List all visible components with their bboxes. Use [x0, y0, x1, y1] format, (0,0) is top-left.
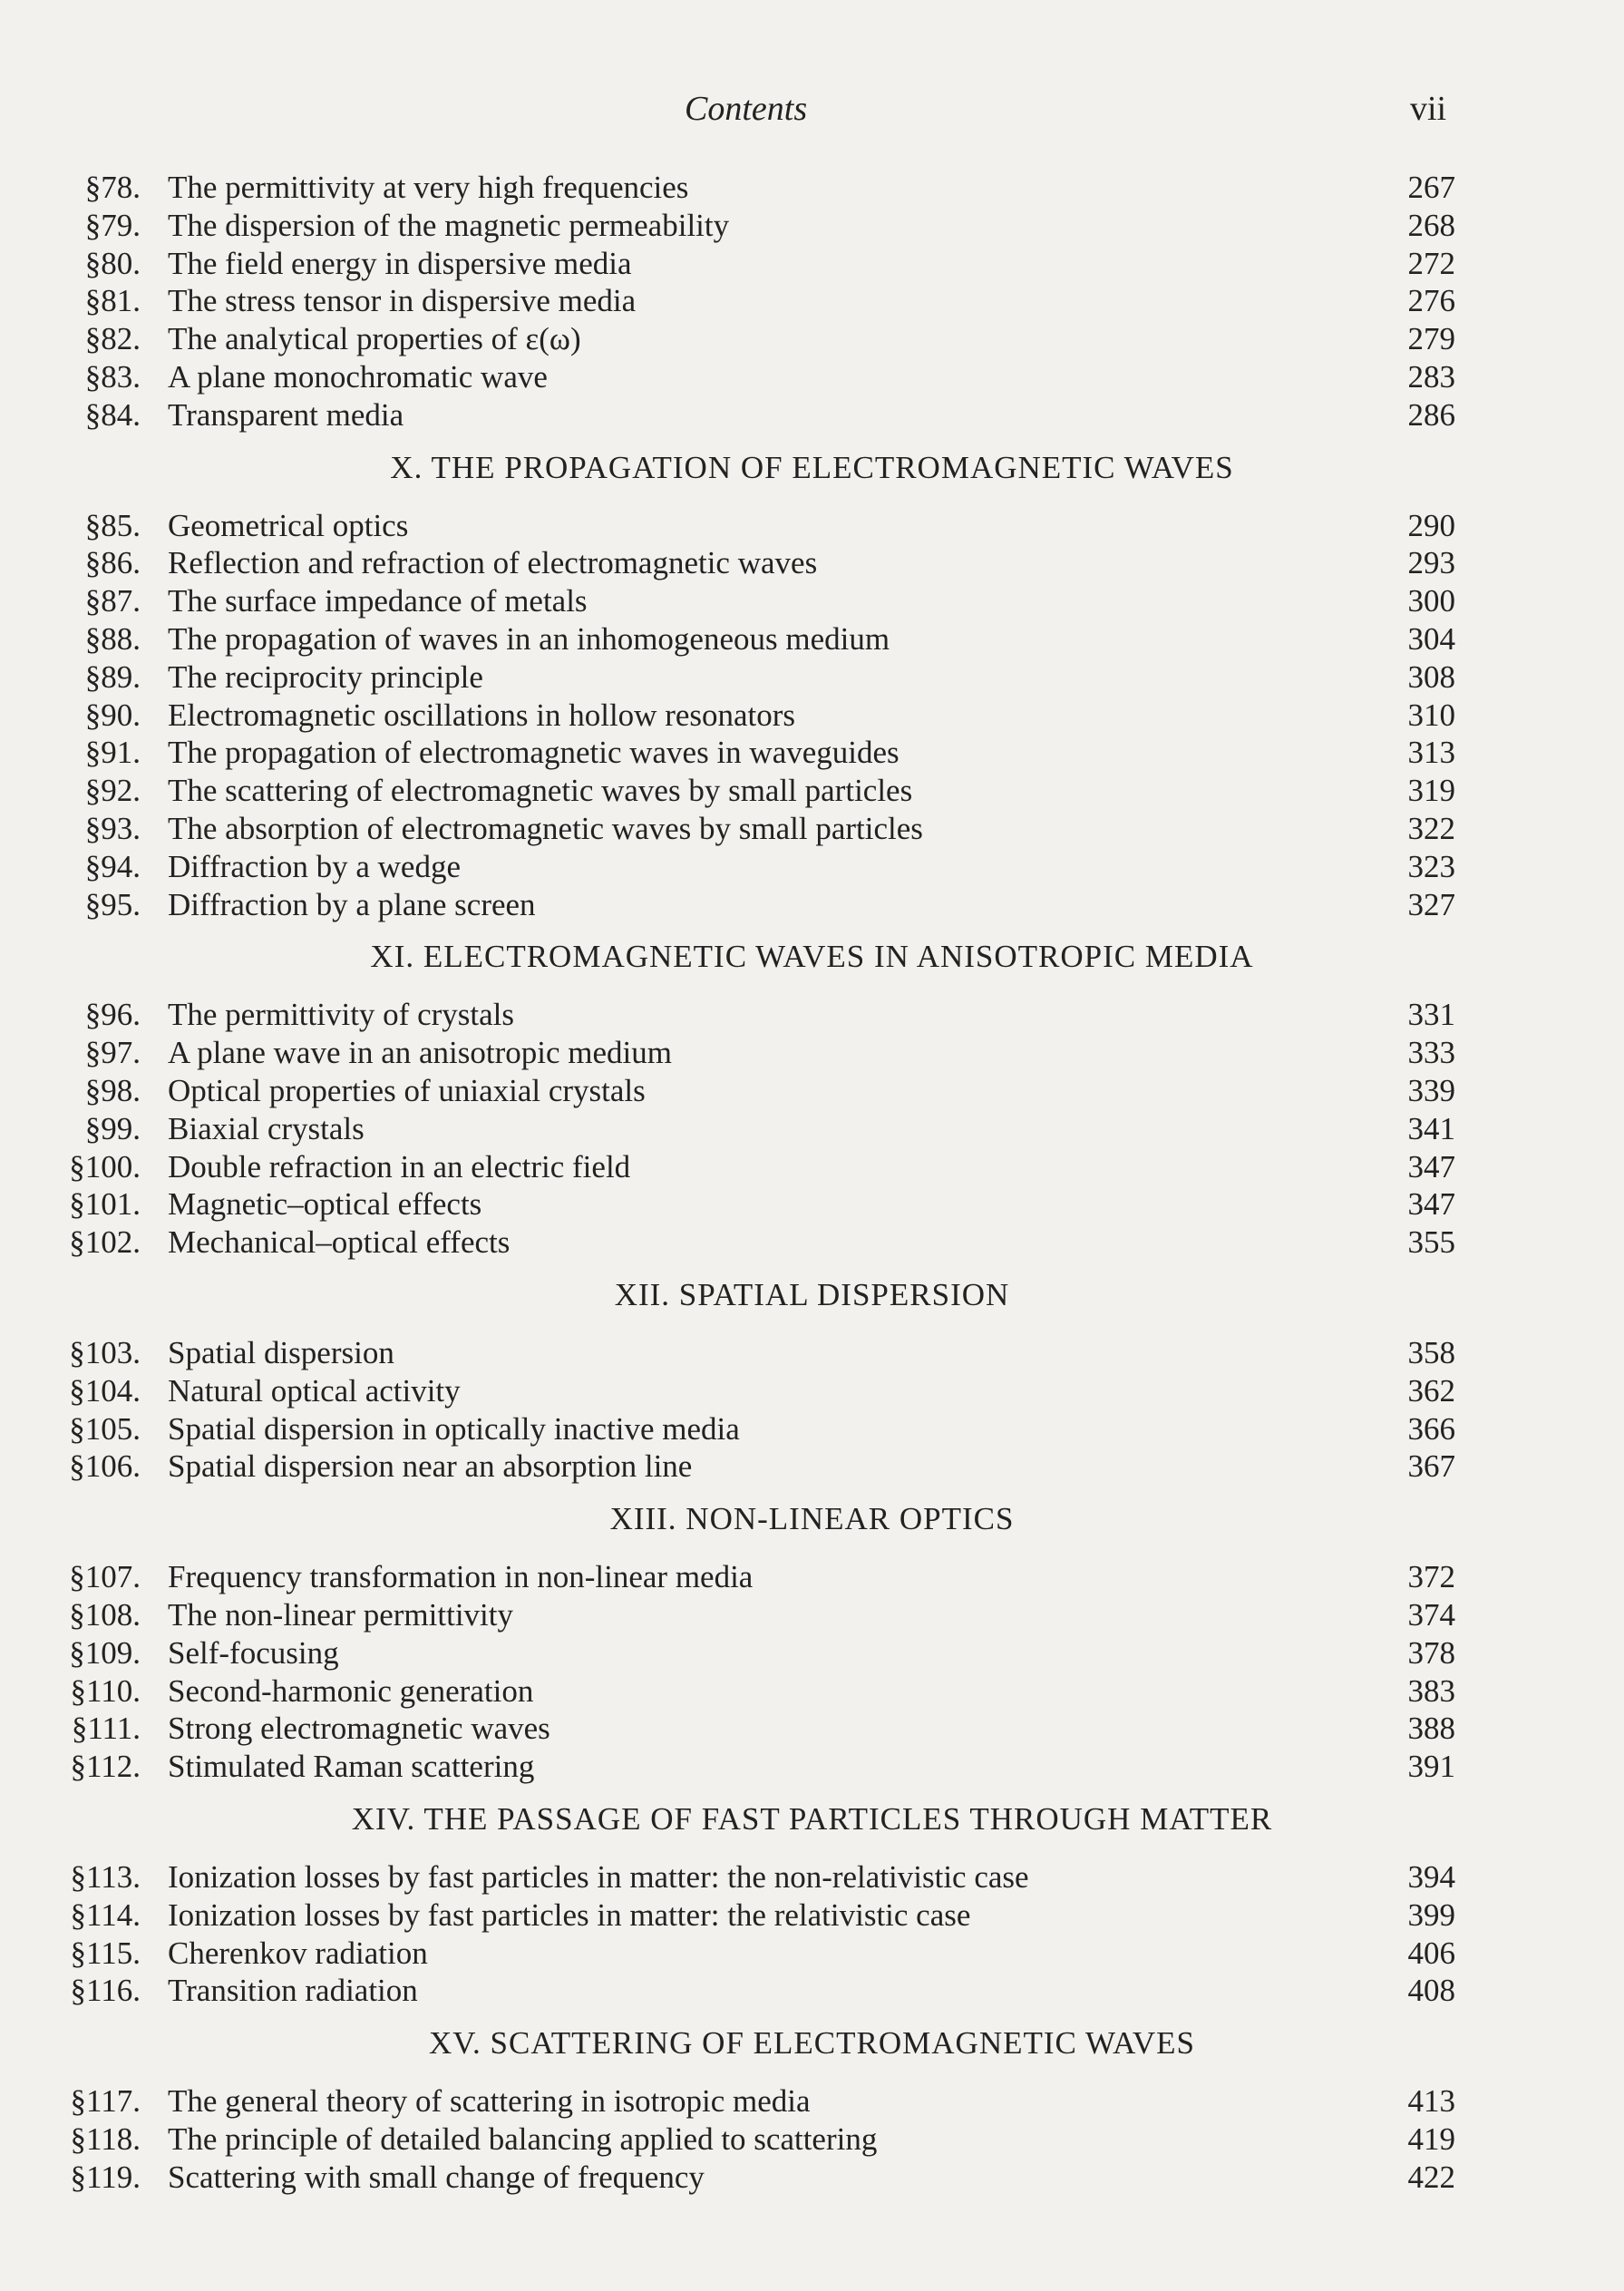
section-number: §116. — [70, 1973, 141, 2009]
toc-entry[interactable] — [0, 1148, 1624, 1186]
section-number: §85. — [84, 507, 141, 543]
toc-entry[interactable] — [0, 734, 1624, 772]
section-number: §115. — [70, 1935, 141, 1971]
toc-entry[interactable] — [0, 582, 1624, 620]
section-page: 367 — [1407, 1448, 1455, 1485]
toc-entry[interactable] — [0, 1672, 1624, 1711]
section-title: Mechanical–optical effects — [168, 1224, 511, 1261]
section-number: §96. — [84, 997, 141, 1033]
section-page: 276 — [1407, 283, 1455, 319]
section-number: §117. — [70, 2083, 141, 2120]
toc-entry[interactable] — [0, 1596, 1624, 1634]
section-number: §89. — [84, 658, 141, 695]
section-number: §84. — [84, 396, 141, 433]
section-title: The field energy in dispersive media — [168, 245, 632, 281]
section-page: 308 — [1407, 658, 1455, 695]
section-page: 347 — [1407, 1186, 1455, 1223]
section-page: 331 — [1407, 997, 1455, 1033]
section-number: §105. — [69, 1410, 141, 1447]
toc-entry[interactable] — [0, 1558, 1624, 1596]
section-page: 293 — [1407, 545, 1455, 581]
section-title: Self-focusing — [168, 1634, 339, 1671]
section-page: 272 — [1407, 245, 1455, 281]
toc-entry[interactable] — [0, 1372, 1624, 1410]
section-title: A plane monochromatic wave — [168, 359, 548, 395]
toc-entry[interactable] — [0, 282, 1624, 320]
toc-entry[interactable] — [0, 658, 1624, 697]
section-page: 327 — [1407, 886, 1455, 922]
chapter-heading: XI. ELECTROMAGNETIC WAVES IN ANISOTROPIC MEDIA — [370, 939, 1254, 975]
section-page: 422 — [1407, 2159, 1455, 2195]
section-page: 413 — [1407, 2083, 1455, 2120]
section-number: §107. — [69, 1559, 141, 1595]
section-number: §95. — [84, 886, 141, 922]
section-title: The propagation of waves in an inhomogeneous medium — [168, 621, 890, 657]
section-page: 362 — [1407, 1372, 1455, 1409]
section-page: 279 — [1407, 321, 1455, 357]
section-number: §79. — [84, 207, 141, 243]
section-number: §113. — [70, 1859, 141, 1895]
section-title: Transparent media — [168, 396, 404, 433]
section-number: §110. — [70, 1672, 141, 1709]
section-title: Ionization losses by fast particles in matter: the non-relativistic case — [168, 1859, 1029, 1895]
toc-entry[interactable] — [0, 1896, 1624, 1935]
section-number: §109. — [69, 1634, 141, 1671]
toc-entry[interactable] — [0, 1034, 1624, 1072]
section-title: The absorption of electromagnetic waves by small particles — [168, 811, 923, 846]
section-page: 310 — [1407, 697, 1455, 733]
section-number: §92. — [84, 773, 141, 809]
section-page: 268 — [1407, 207, 1455, 243]
section-page: 378 — [1407, 1634, 1455, 1671]
section-number: §102. — [69, 1224, 141, 1261]
toc-entry[interactable] — [0, 1410, 1624, 1448]
chapter-heading: XIV. THE PASSAGE OF FAST PARTICLES THROUGH MATTER — [351, 1801, 1273, 1837]
toc-entry[interactable] — [0, 1185, 1624, 1223]
section-number: §108. — [69, 1597, 141, 1633]
toc-entry[interactable] — [0, 2082, 1624, 2120]
toc-entry[interactable] — [0, 358, 1624, 396]
section-title: Magnetic–optical effects — [168, 1186, 482, 1223]
section-title: A plane wave in an anisotropic medium — [168, 1035, 672, 1071]
section-title: The surface impedance of metals — [168, 583, 588, 619]
section-title: Diffraction by a plane screen — [168, 886, 536, 922]
section-page: 419 — [1407, 2121, 1455, 2157]
chapter-heading: X. THE PROPAGATION OF ELECTROMAGNETIC WAVES — [390, 449, 1234, 485]
toc-entry[interactable] — [0, 1634, 1624, 1672]
section-number: §86. — [84, 545, 141, 581]
section-title: The permittivity of crystals — [168, 997, 514, 1033]
toc-entry[interactable] — [0, 810, 1624, 848]
section-title: Strong electromagnetic waves — [168, 1711, 550, 1747]
section-number: §103. — [69, 1335, 141, 1370]
toc-entry[interactable] — [0, 1858, 1624, 1896]
section-page: 267 — [1407, 170, 1455, 205]
toc-entry[interactable] — [0, 396, 1624, 434]
section-number: §111. — [71, 1711, 141, 1747]
toc-entry[interactable] — [0, 1935, 1624, 1973]
section-page: 283 — [1407, 359, 1455, 395]
section-title: The stress tensor in dispersive media — [168, 283, 637, 319]
toc-entry[interactable] — [0, 245, 1624, 283]
section-page: 341 — [1407, 1110, 1455, 1146]
section-page: 383 — [1407, 1672, 1455, 1709]
chapter-heading: XIII. NON-LINEAR OPTICS — [609, 1501, 1015, 1537]
toc-entry[interactable] — [0, 507, 1624, 545]
toc-entry[interactable] — [0, 1110, 1624, 1148]
section-title: Stimulated Raman scattering — [168, 1749, 535, 1785]
section-title: The scattering of electromagnetic waves by small particles — [168, 773, 913, 809]
section-number: §83. — [84, 359, 141, 395]
section-number: §78. — [84, 170, 141, 205]
toc-entry[interactable] — [0, 2159, 1624, 2197]
section-page: 391 — [1407, 1749, 1455, 1785]
section-number: §119. — [70, 2159, 141, 2195]
section-page: 304 — [1407, 621, 1455, 657]
toc-entry[interactable] — [0, 169, 1624, 207]
section-page: 388 — [1407, 1711, 1455, 1747]
section-number: §104. — [69, 1372, 141, 1409]
section-page: 319 — [1407, 773, 1455, 809]
section-number: §101. — [69, 1186, 141, 1223]
section-page: 399 — [1407, 1896, 1455, 1933]
toc-entry[interactable] — [0, 772, 1624, 810]
section-page: 355 — [1407, 1224, 1455, 1261]
section-title: The principle of detailed balancing applied to scattering — [168, 2121, 878, 2157]
section-title: Double refraction in an electric field — [168, 1148, 631, 1184]
section-number: §88. — [84, 621, 141, 657]
section-number: §100. — [69, 1148, 141, 1184]
section-number: §118. — [70, 2121, 141, 2157]
section-page: 366 — [1407, 1410, 1455, 1447]
section-page: 408 — [1407, 1973, 1455, 2009]
section-title: Electromagnetic oscillations in hollow resonators — [168, 697, 796, 733]
section-title: Second-harmonic generation — [168, 1672, 534, 1709]
section-page: 323 — [1407, 848, 1455, 884]
section-number: §114. — [70, 1896, 141, 1933]
section-title: Ionization losses by fast particles in matter: the relativistic case — [168, 1896, 971, 1933]
section-title: Cherenkov radiation — [168, 1935, 428, 1971]
section-title: Diffraction by a wedge — [168, 848, 461, 884]
section-title: The reciprocity principle — [168, 658, 483, 695]
section-number: §87. — [84, 583, 141, 619]
toc-entry[interactable] — [0, 1972, 1624, 2010]
section-title: Scattering with small change of frequency — [168, 2159, 705, 2195]
section-page: 333 — [1407, 1035, 1455, 1071]
toc-entry[interactable] — [0, 1334, 1624, 1372]
section-title: Spatial dispersion — [168, 1335, 394, 1370]
section-page: 358 — [1407, 1335, 1455, 1370]
toc-entry[interactable] — [0, 996, 1624, 1034]
section-page: 347 — [1407, 1148, 1455, 1184]
section-number: §90. — [84, 697, 141, 733]
page-number: vii — [1410, 90, 1447, 128]
section-title: Natural optical activity — [168, 1372, 461, 1409]
section-title: Geometrical optics — [168, 507, 409, 543]
section-number: §112. — [70, 1749, 141, 1785]
section-title: The propagation of electromagnetic waves in waveguides — [168, 735, 900, 771]
section-title: Biaxial crystals — [168, 1110, 365, 1146]
section-number: §94. — [84, 848, 141, 884]
section-number: §99. — [84, 1110, 141, 1146]
toc-entry[interactable] — [0, 1710, 1624, 1748]
toc-entry[interactable] — [0, 207, 1624, 245]
toc-entry[interactable] — [0, 697, 1624, 735]
section-number: §106. — [69, 1448, 141, 1485]
section-page: 406 — [1407, 1935, 1455, 1971]
toc-entry[interactable] — [0, 2120, 1624, 2159]
section-title: The analytical properties of ε(ω) — [168, 321, 581, 357]
section-page: 286 — [1407, 396, 1455, 433]
section-page: 339 — [1407, 1073, 1455, 1108]
section-page: 290 — [1407, 507, 1455, 543]
section-number: §93. — [84, 811, 141, 846]
toc-entry[interactable] — [0, 1223, 1624, 1262]
chapter-heading: XV. SCATTERING OF ELECTROMAGNETIC WAVES — [428, 2025, 1196, 2062]
toc-entry[interactable] — [0, 320, 1624, 358]
toc-entry[interactable] — [0, 886, 1624, 924]
running-header — [0, 89, 1624, 143]
section-number: §97. — [84, 1035, 141, 1071]
section-page: 372 — [1407, 1559, 1455, 1595]
toc-entry[interactable] — [0, 544, 1624, 582]
chapter-heading: XII. SPATIAL DISPERSION — [614, 1277, 1010, 1312]
section-title: Reflection and refraction of electromagnetic waves — [168, 545, 818, 581]
section-title: Spatial dispersion in optically inactive media — [168, 1410, 740, 1447]
section-title: The general theory of scattering in isotropic media — [168, 2083, 811, 2120]
section-number: §91. — [84, 735, 141, 771]
section-title: Transition radiation — [168, 1973, 418, 2009]
section-title: The permittivity at very high frequencies — [168, 170, 689, 205]
section-title: Frequency transformation in non-linear media — [168, 1559, 754, 1595]
toc-entry[interactable] — [0, 1072, 1624, 1110]
section-title: The non-linear permittivity — [168, 1597, 514, 1633]
toc-entry[interactable] — [0, 620, 1624, 658]
section-page: 394 — [1407, 1859, 1455, 1895]
section-page: 374 — [1407, 1597, 1455, 1633]
section-number: §98. — [84, 1073, 141, 1108]
section-title: Optical properties of uniaxial crystals — [168, 1073, 646, 1108]
section-page: 300 — [1407, 583, 1455, 619]
toc-entry[interactable] — [0, 848, 1624, 886]
section-number: §80. — [84, 245, 141, 281]
section-title: Spatial dispersion near an absorption line — [168, 1448, 693, 1485]
section-number: §81. — [84, 283, 141, 319]
section-page: 313 — [1407, 735, 1455, 771]
running-title: Contents — [685, 90, 808, 128]
section-title: The dispersion of the magnetic permeability — [168, 207, 730, 243]
toc-entry[interactable] — [0, 1748, 1624, 1786]
section-number: §82. — [84, 321, 141, 357]
toc-entry[interactable] — [0, 1448, 1624, 1486]
section-page: 322 — [1407, 811, 1455, 846]
